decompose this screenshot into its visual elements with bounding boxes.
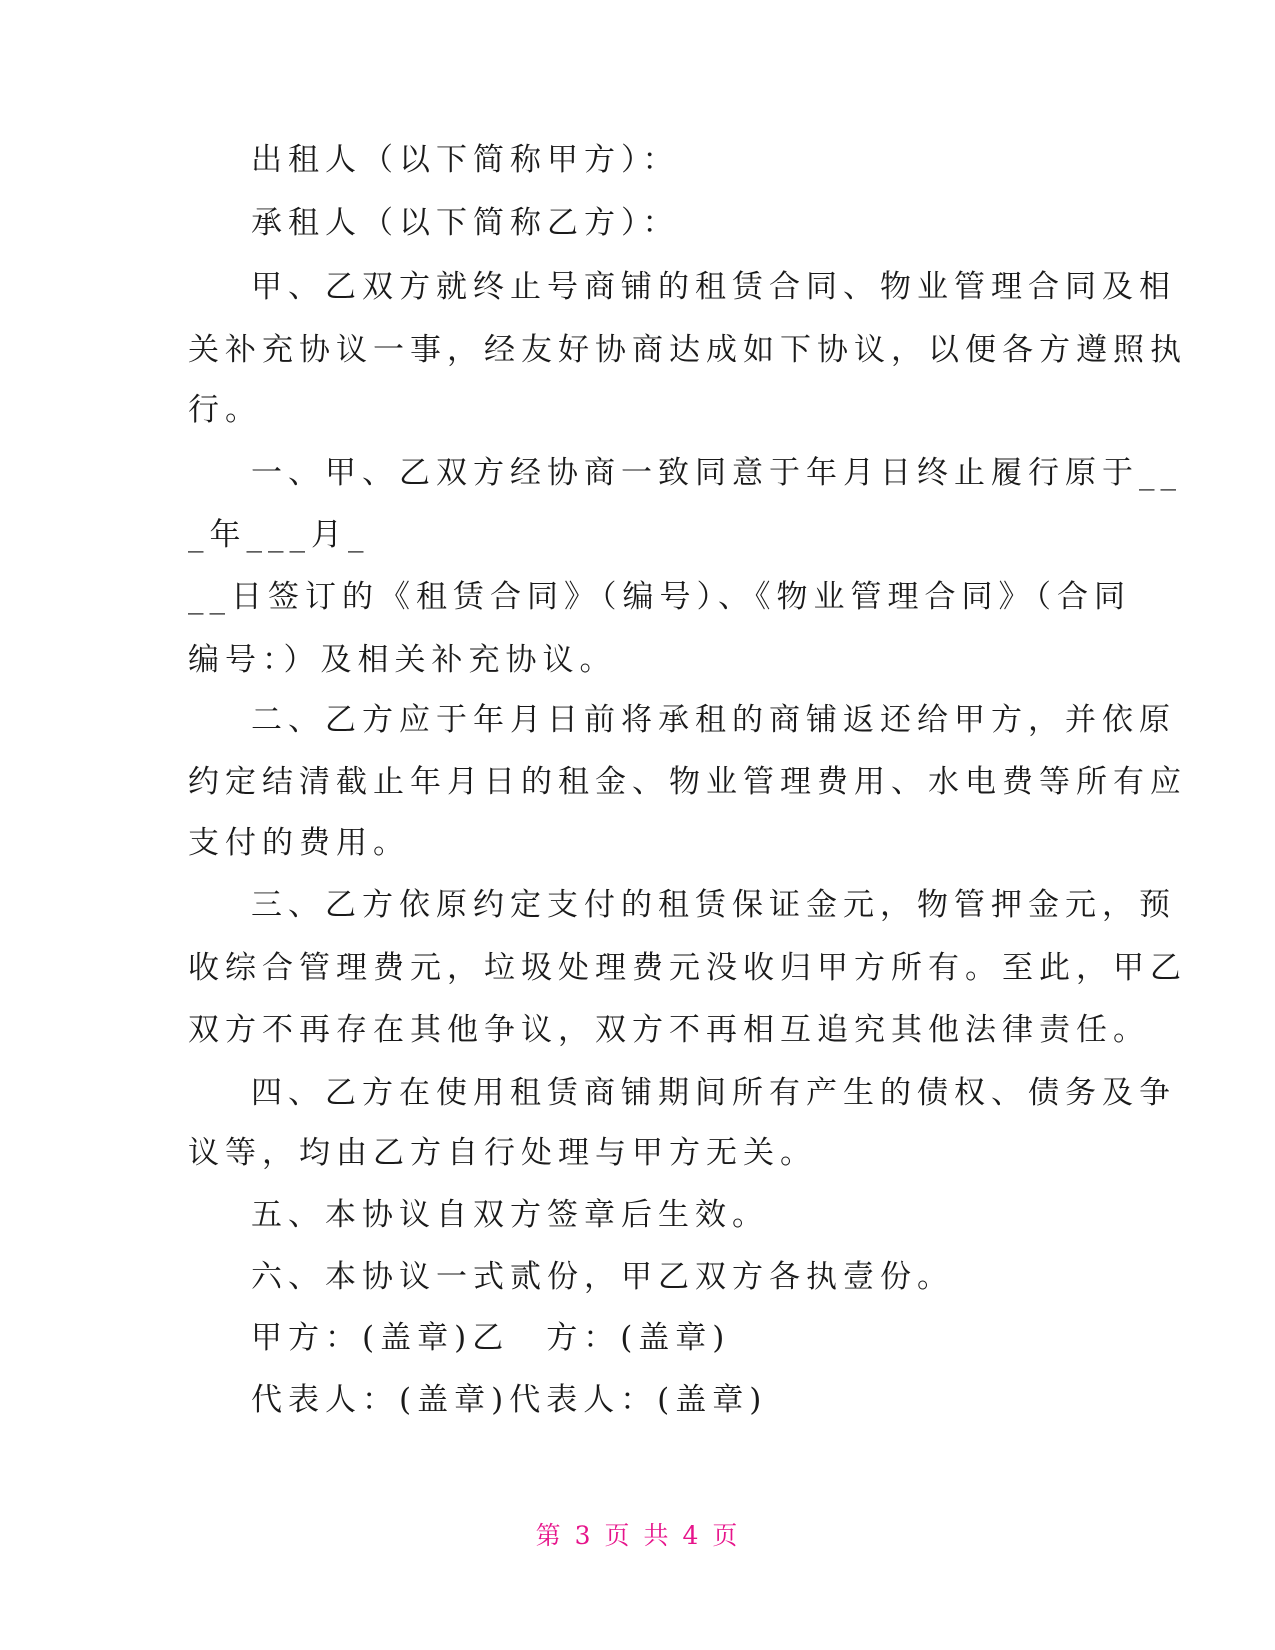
footer-page-word: 页 bbox=[604, 1521, 632, 1550]
clause-1-line-3: __日签订的《租赁合同》（编号）、《物业管理合同》（合同 bbox=[188, 579, 1131, 615]
clause-1-line-4: 编号：）及相关补充协议。 bbox=[188, 642, 617, 678]
lessee-line: 承租人（以下简称乙方）： bbox=[251, 205, 680, 241]
lessor-line: 出租人（以下简称甲方）： bbox=[251, 142, 680, 178]
clause-3-line-2: 收综合管理费元，垃圾处理费元没收归甲方所有。至此，甲乙 bbox=[188, 950, 1187, 986]
footer-suffix: 页 bbox=[712, 1521, 740, 1550]
signature-representative-line: 代表人：(盖章)代表人：(盖章) bbox=[251, 1382, 768, 1418]
intro-paragraph-line-2: 关补充协议一事，经友好协商达成如下协议，以便各方遵照执 bbox=[188, 332, 1187, 368]
clause-1-line-2: _年___月_ bbox=[188, 517, 370, 553]
clause-6-line: 六、本协议一式贰份，甲乙双方各执壹份。 bbox=[251, 1259, 954, 1295]
clause-3-line-1: 三、乙方依原约定支付的租赁保证金元，物管押金元，预 bbox=[251, 887, 1176, 923]
footer-current-page: 3 bbox=[574, 1521, 593, 1550]
footer-prefix: 第 bbox=[535, 1521, 563, 1550]
clause-2-line-2: 约定结清截止年月日的租金、物业管理费用、水电费等所有应 bbox=[188, 764, 1187, 800]
clause-2-line-3: 支付的费用。 bbox=[188, 825, 410, 861]
footer-total-word: 共 bbox=[643, 1521, 671, 1550]
clause-2-line-1: 二、乙方应于年月日前将承租的商铺返还给甲方，并依原 bbox=[251, 702, 1176, 738]
page-footer bbox=[0, 1516, 1275, 1552]
clause-5-line: 五、本协议自双方签章后生效。 bbox=[251, 1197, 769, 1233]
intro-paragraph-line-3: 行。 bbox=[188, 392, 262, 428]
footer-total-pages: 4 bbox=[682, 1521, 701, 1550]
clause-4-line-2: 议等，均由乙方自行处理与甲方无关。 bbox=[188, 1135, 817, 1171]
clause-1-line-1: 一、甲、乙双方经协商一致同意于年月日终止履行原于__ bbox=[251, 455, 1182, 491]
clause-4-line-1: 四、乙方在使用租赁商铺期间所有产生的债权、债务及争 bbox=[251, 1075, 1176, 1111]
intro-paragraph-line-1: 甲、乙双方就终止号商铺的租赁合同、物业管理合同及相 bbox=[251, 269, 1176, 305]
signature-party-line: 甲方：(盖章)乙 方：(盖章) bbox=[251, 1320, 731, 1356]
clause-3-line-3: 双方不再存在其他争议，双方不再相互追究其他法律责任。 bbox=[188, 1012, 1150, 1048]
